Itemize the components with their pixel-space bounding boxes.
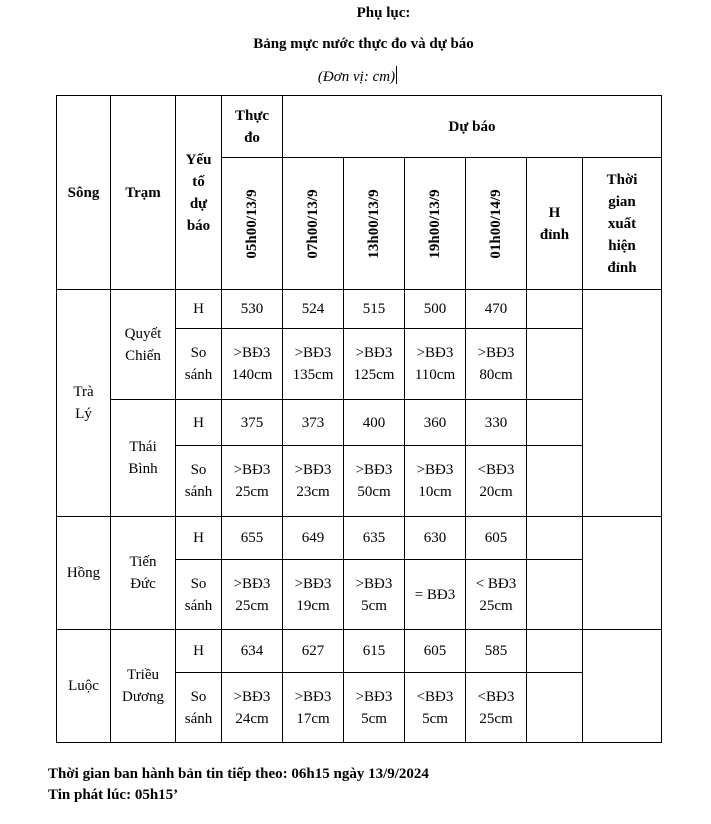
factor-compare (176, 446, 222, 517)
h-value: 615 (344, 630, 405, 673)
table-row (57, 517, 662, 560)
line: Tiến (129, 554, 157, 570)
line: H (548, 204, 561, 221)
compare-line: 10cm (418, 484, 452, 500)
compare-value (466, 673, 527, 743)
compare-line: 135cm (292, 367, 334, 383)
compare-line: >BĐ3 (294, 688, 332, 705)
compare-line: >BĐ3 (416, 345, 454, 361)
compare-value (405, 560, 466, 630)
compare-line: 17cm (296, 710, 330, 727)
compare-line: 5cm (422, 710, 448, 727)
line: So (190, 462, 207, 478)
h-value: 627 (283, 630, 344, 673)
header-forecast: Dự báo (283, 96, 662, 158)
peak-h-cell (527, 400, 583, 446)
factor-h: H (176, 630, 222, 673)
compare-line: 5cm (361, 597, 387, 614)
compare-line: >BĐ3 (477, 345, 515, 361)
line: Thực (234, 107, 269, 124)
compare-line: >BĐ3 (233, 345, 271, 361)
issued-time-note: Tin phát lúc: 05h15’ (48, 787, 179, 803)
table-heading: Bảng mực nước thực đo và dự báo (253, 36, 474, 52)
compare-value (283, 673, 344, 743)
header-time-label: 01h00/14/9 (488, 188, 504, 259)
peak-h-cell (527, 630, 583, 673)
line: Thời (606, 171, 638, 188)
station-name (111, 400, 176, 517)
line: Chiến (125, 347, 161, 364)
compare-line: >BĐ3 (294, 345, 332, 361)
line: gian (608, 193, 636, 210)
factor-h: H (176, 517, 222, 560)
line: đỉnh (607, 259, 637, 276)
line: sánh (184, 367, 213, 383)
line: Luộc (68, 678, 99, 694)
header-time-0 (222, 158, 283, 290)
line: hiện (608, 237, 636, 254)
h-value: 605 (466, 517, 527, 560)
h-value: 360 (405, 400, 466, 446)
water-level-table (56, 95, 662, 743)
line: sánh (184, 484, 213, 500)
compare-value (466, 446, 527, 517)
compare-value (283, 560, 344, 630)
compare-line: 25cm (235, 597, 269, 614)
h-value: 515 (344, 290, 405, 329)
peak-h-cell (527, 560, 583, 630)
line: Dương (122, 689, 164, 705)
header-time-3 (405, 158, 466, 290)
line: Quyết (124, 325, 162, 342)
compare-line: 20cm (479, 484, 513, 500)
line: So (190, 688, 207, 705)
h-value: 470 (466, 290, 527, 329)
line: đo (244, 129, 260, 146)
peak-h-cell (527, 446, 583, 517)
header-time-4 (466, 158, 527, 290)
h-value: 585 (466, 630, 527, 673)
header-time-1 (283, 158, 344, 290)
compare-value (466, 329, 527, 400)
line: Yếu (185, 151, 212, 168)
h-value: 605 (405, 630, 466, 673)
line: báo (186, 217, 211, 234)
header-factor (176, 96, 222, 290)
line: dự (189, 195, 208, 212)
header-time-label: 13h00/13/9 (366, 188, 382, 259)
compare-line: >BĐ3 (355, 688, 393, 705)
compare-line: <BĐ3 (416, 688, 454, 705)
compare-value (405, 329, 466, 400)
header-time-2 (344, 158, 405, 290)
factor-h: H (176, 400, 222, 446)
compare-line: >BĐ3 (355, 575, 393, 592)
compare-line: 23cm (296, 484, 330, 500)
text-cursor (396, 66, 397, 84)
compare-line: = BĐ3 (414, 586, 456, 603)
line: So (190, 575, 207, 592)
compare-line: >BĐ3 (355, 345, 393, 361)
line: đỉnh (539, 226, 570, 243)
compare-line: 140cm (231, 367, 273, 383)
peak-h-cell (527, 329, 583, 400)
compare-line: 25cm (479, 597, 513, 614)
header-observed-text (235, 108, 269, 146)
peak-time-cell (583, 517, 662, 630)
h-value: 524 (283, 290, 344, 329)
station-name (111, 630, 176, 743)
table-row (57, 630, 662, 673)
compare-value (405, 673, 466, 743)
compare-line: >BĐ3 (416, 462, 454, 478)
compare-value (283, 329, 344, 400)
line: sánh (184, 710, 213, 727)
h-value: 500 (405, 290, 466, 329)
peak-time-cell (583, 630, 662, 743)
compare-line: >BĐ3 (233, 462, 271, 478)
compare-value (344, 329, 405, 400)
header-peak-h (527, 158, 583, 290)
river-name (57, 630, 111, 743)
peak-h-cell (527, 517, 583, 560)
compare-value (344, 560, 405, 630)
line: Thái (129, 439, 157, 455)
compare-value (283, 446, 344, 517)
compare-line: >BĐ3 (294, 462, 332, 478)
compare-line: >BĐ3 (355, 462, 393, 478)
compare-line: >BĐ3 (294, 575, 332, 592)
line: Trà (73, 384, 94, 400)
compare-line: 25cm (235, 484, 269, 500)
header-time-label: 19h00/13/9 (427, 188, 443, 259)
compare-value (405, 446, 466, 517)
h-value: 630 (405, 517, 466, 560)
peak-h-cell (527, 290, 583, 329)
compare-value (222, 446, 283, 517)
header-observed (222, 96, 283, 158)
compare-value (344, 673, 405, 743)
h-value: 530 (222, 290, 283, 329)
header-station: Trạm (111, 96, 176, 290)
h-value: 373 (283, 400, 344, 446)
line: So (190, 345, 207, 361)
line: Triều (127, 667, 159, 683)
line: Lý (75, 406, 92, 422)
compare-line: 5cm (361, 710, 387, 727)
line: xuất (607, 215, 637, 232)
compare-line: < BĐ3 (475, 575, 517, 592)
line: tố (192, 173, 205, 190)
header-time-label: 05h00/13/9 (244, 188, 260, 259)
line: Đức (130, 576, 156, 592)
compare-line: 80cm (479, 367, 513, 383)
header-peak-time (583, 158, 662, 290)
h-value: 375 (222, 400, 283, 446)
h-value: 635 (344, 517, 405, 560)
compare-line: >BĐ3 (233, 688, 271, 705)
compare-line: 125cm (353, 367, 395, 383)
next-issue-note: Thời gian ban hành bản tin tiếp theo: 06h15 ngày 13/9/2024 (48, 766, 429, 782)
compare-value (344, 446, 405, 517)
factor-compare (176, 673, 222, 743)
compare-line: 19cm (296, 597, 330, 614)
h-value: 400 (344, 400, 405, 446)
compare-line: 24cm (235, 710, 269, 727)
compare-line: 110cm (414, 367, 456, 383)
factor-compare (176, 329, 222, 400)
line: sánh (184, 597, 213, 614)
peak-h-cell (527, 673, 583, 743)
compare-line: 50cm (357, 484, 391, 500)
header-peak-time-text (607, 172, 638, 276)
river-name (57, 290, 111, 517)
compare-line: >BĐ3 (233, 575, 271, 592)
h-value: 649 (283, 517, 344, 560)
header-time-label: 07h00/13/9 (305, 188, 321, 259)
unit-text: (Đơn vị: cm) (317, 69, 396, 85)
compare-value (222, 560, 283, 630)
h-value: 634 (222, 630, 283, 673)
station-name (111, 517, 176, 630)
peak-time-cell (583, 290, 662, 517)
compare-line: <BĐ3 (477, 462, 515, 478)
table-row (57, 400, 662, 446)
header-river: Sông (57, 96, 111, 290)
h-value: 655 (222, 517, 283, 560)
line: Bình (128, 461, 158, 477)
factor-h: H (176, 290, 222, 329)
compare-line: 25cm (479, 710, 513, 727)
compare-value (222, 329, 283, 400)
compare-line: <BĐ3 (477, 688, 515, 705)
h-value: 330 (466, 400, 527, 446)
compare-value (222, 673, 283, 743)
river-name (57, 517, 111, 630)
table-row (57, 290, 662, 329)
line: Hồng (66, 565, 101, 581)
compare-value (466, 560, 527, 630)
factor-compare (176, 560, 222, 630)
header-peak-h-text (540, 205, 569, 243)
header-factor-text (186, 152, 212, 234)
appendix-title: Phụ lục: (356, 5, 411, 21)
station-name (111, 290, 176, 400)
unit-note (2, 66, 711, 86)
